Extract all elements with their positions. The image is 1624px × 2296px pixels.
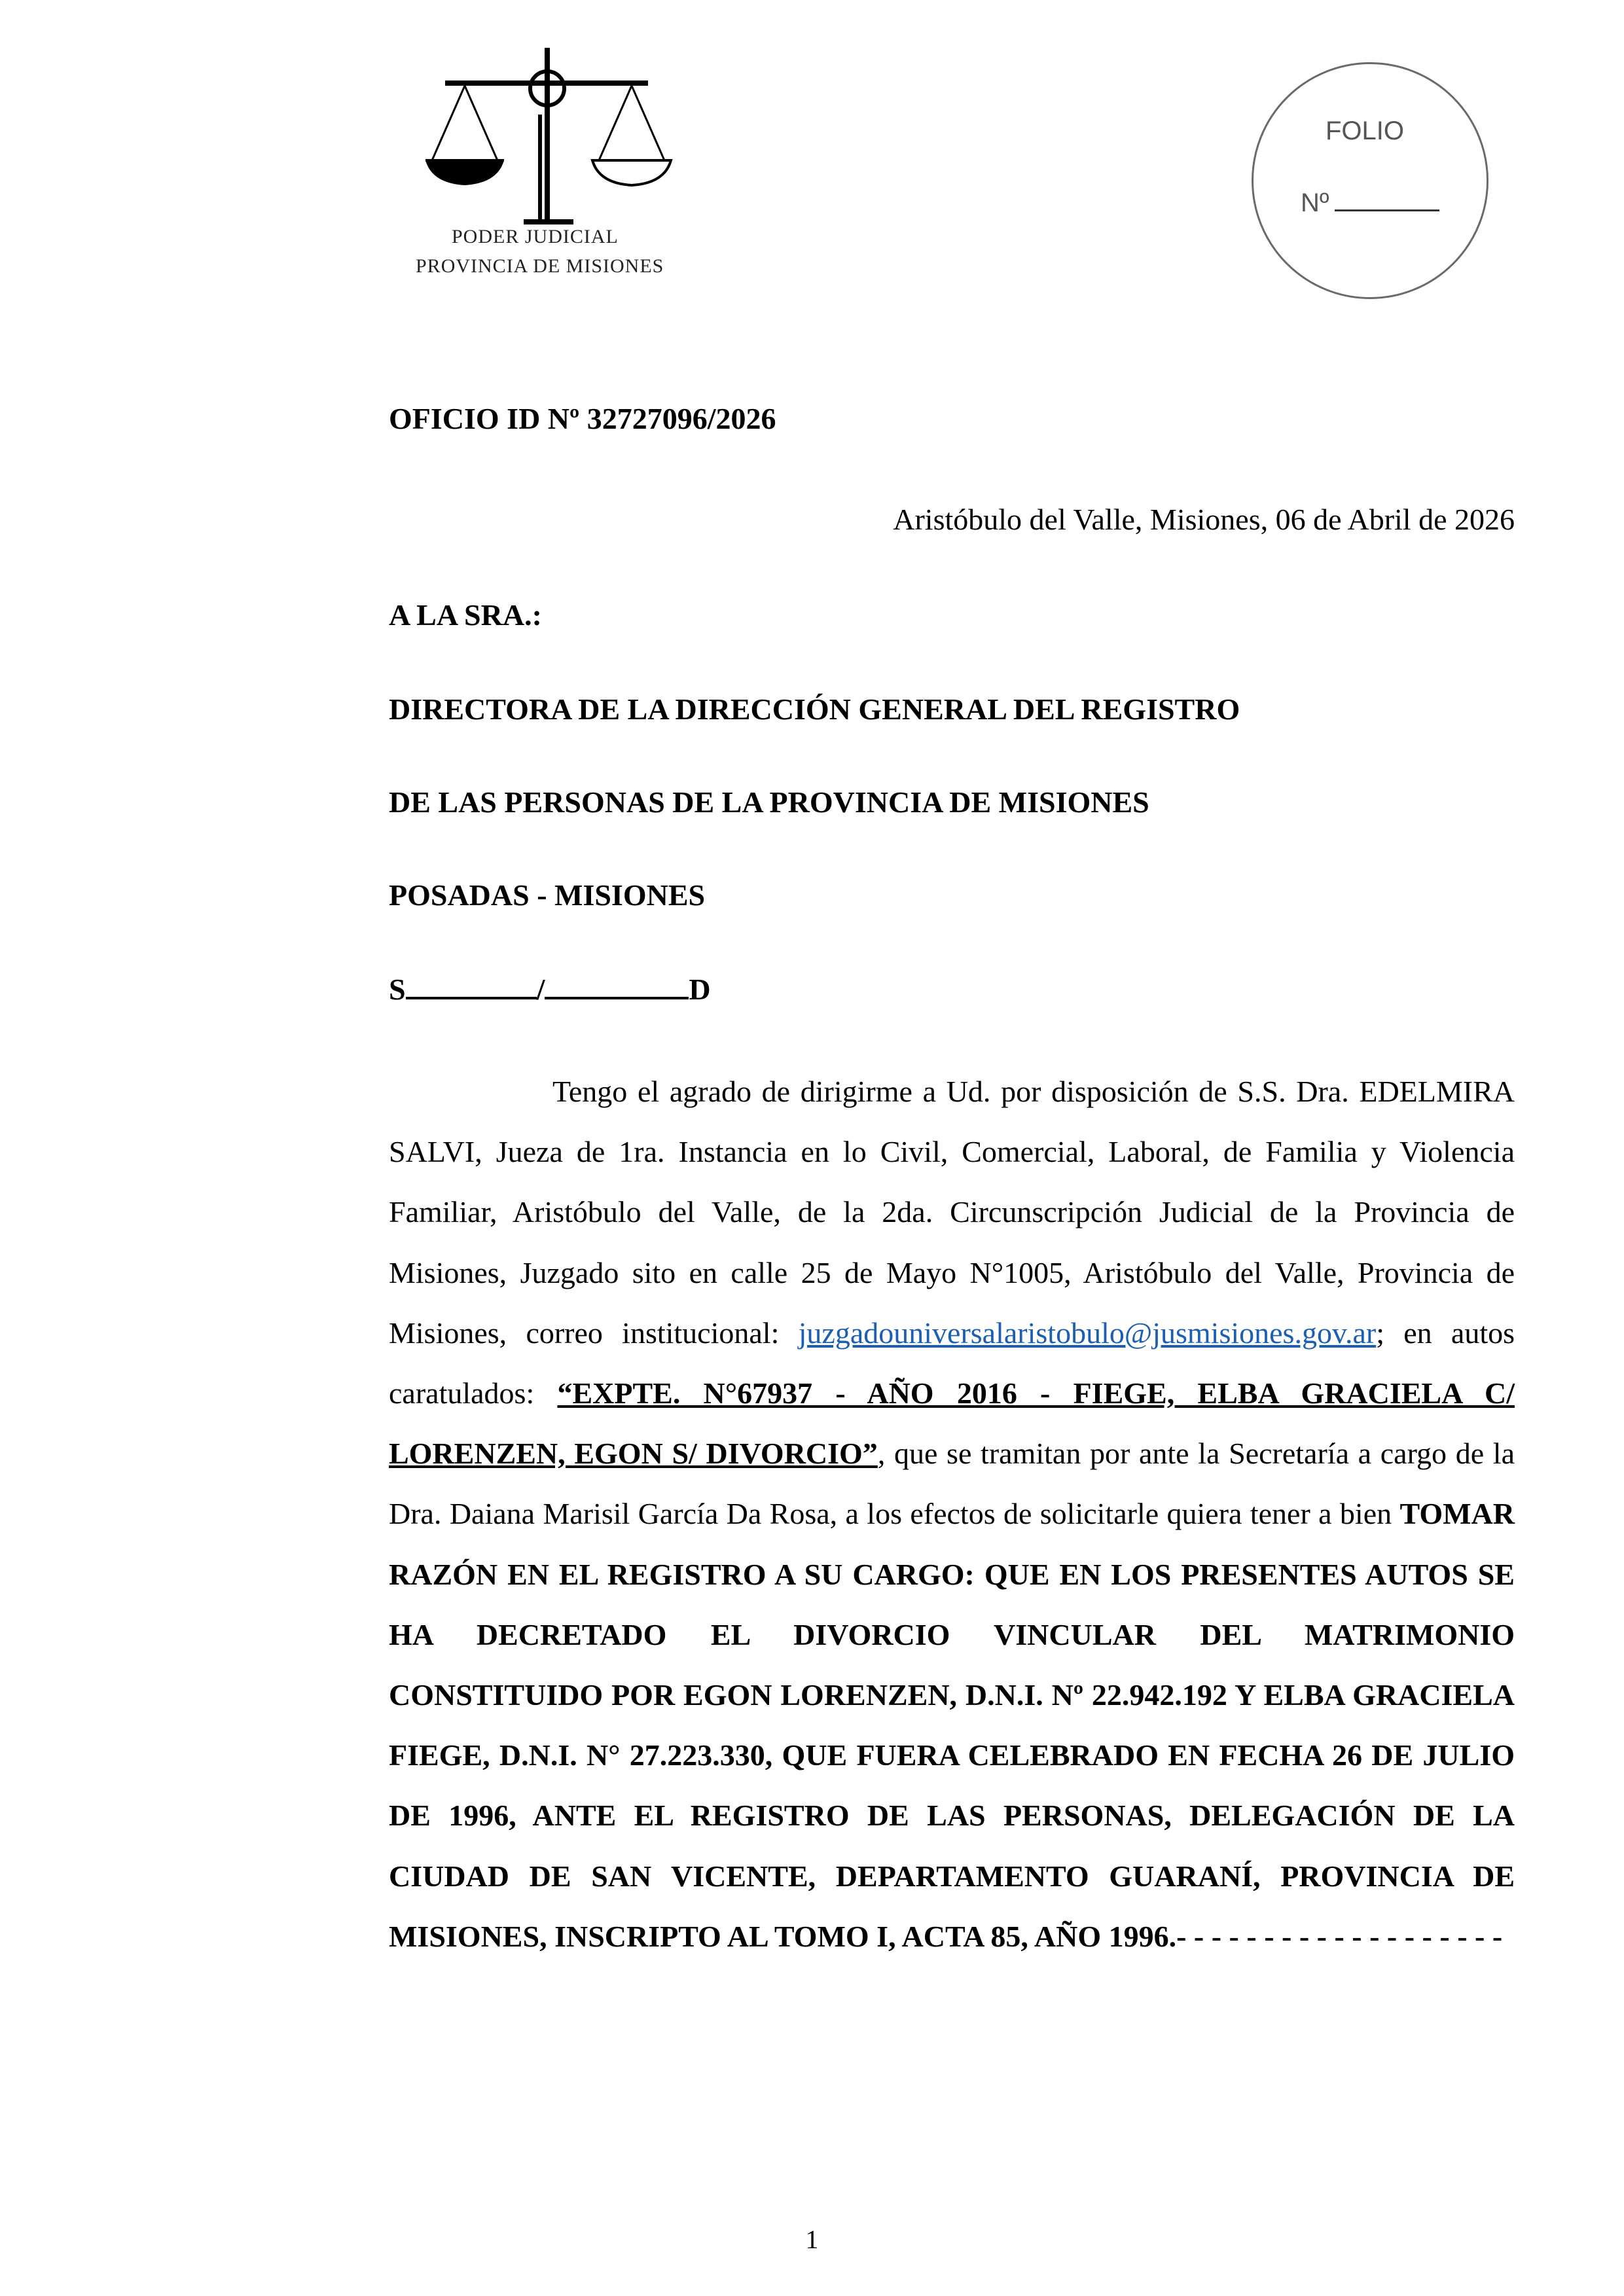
folio-number-field: [1301, 188, 1439, 218]
sd-blank-1: [406, 973, 537, 999]
recipient-line-1: DIRECTORA DE LA DIRECCIÓN GENERAL DEL REGISTRO: [389, 692, 1240, 726]
poder-judicial-logo: [399, 36, 700, 291]
addressee: A LA SRA.:: [389, 598, 542, 632]
order-text: TOMAR RAZÓN EN EL REGISTRO A SU CARGO: QUE EN LOS PRESENTES AUTOS SE HA DECRETADO EL DIVORCIO VINCULAR DEL MATRIMONIO CONSTITUIDO POR EGON LORENZEN, D.N.I. Nº 22.942.192 Y ELBA GRACIELA FIEGE, D.N.I. N° 27.223.330, QUE FUERA CELEBRADO EN FECHA 26 DE JULIO DE 1996, ANTE EL REGISTRO DE LAS PERSONAS, DELEGACIÓN DE LA CIUDAD DE SAN VICENTE, DEPARTAMENTO GUARANÍ, PROVINCIA DE MISIONES, INSCRIPTO AL TOMO I, ACTA 85, AÑO 1996.- - - - - - - - - - - - - - - - - - -: [389, 1497, 1515, 1953]
sd-s: S: [389, 973, 406, 1006]
body-middle: , que se tramitan por ante la Secretaría a cargo de la Dra. Daiana Marisil García Da Rosa, a los efectos de solicitarle quiera tener a bien: [389, 1437, 1515, 1531]
sd-d: D: [689, 973, 711, 1006]
folio-number-blank: [1335, 208, 1439, 211]
folio-label: FOLIO: [1326, 117, 1405, 145]
su-despacho: [389, 971, 711, 1008]
logo-line-provincia: PROVINCIA DE MISIONES: [416, 255, 664, 277]
page-number: 1: [805, 2225, 819, 2254]
institutional-email-link[interactable]: juzgadouniversalaristobulo@jusmisiones.gov.ar: [798, 1316, 1377, 1350]
recipient-line-2: DE LAS PERSONAS DE LA PROVINCIA DE MISIONES: [389, 785, 1149, 819]
folio-stamp: [1252, 62, 1489, 299]
body-paragraph: [389, 1062, 1515, 1967]
oficio-id: OFICIO ID Nº 32727096/2026: [389, 402, 776, 435]
place-and-date: Aristóbulo del Valle, Misiones, 06 de Abril de 2026: [893, 503, 1515, 536]
body-intro: Tengo el agrado de dirigirme a Ud. por disposición de S.S. Dra. EDELMIRA SALVI, Jueza de 1ra. Instancia en lo Civil, Comercial, Laboral, de Familia y Violencia Familiar, Aristóbulo del Valle, de la 2da. Circunscripción Judicial de la Provincia de Misiones, Juzgado sito en calle 25 de Mayo N°1005, Aristóbulo del Valle, Provincia de Misiones, correo institucional:: [389, 1075, 1515, 1350]
case-caption: “EXPTE. N°67937 - AÑO 2016 - FIEGE, ELBA GRACIELA C/ LORENZEN, EGON S/ DIVORCIO”: [389, 1376, 1515, 1471]
recipient-city: POSADAS - MISIONES: [389, 878, 706, 912]
logo-line-poder-judicial: PODER JUDICIAL: [452, 226, 619, 247]
sd-blank-2: [545, 973, 689, 999]
folio-number-label: Nº: [1301, 188, 1329, 217]
sd-slash: /: [536, 973, 545, 1006]
body-caratula-intro: ; en autos caratulados:: [389, 1316, 1515, 1410]
scales-of-justice-icon: [399, 36, 700, 226]
